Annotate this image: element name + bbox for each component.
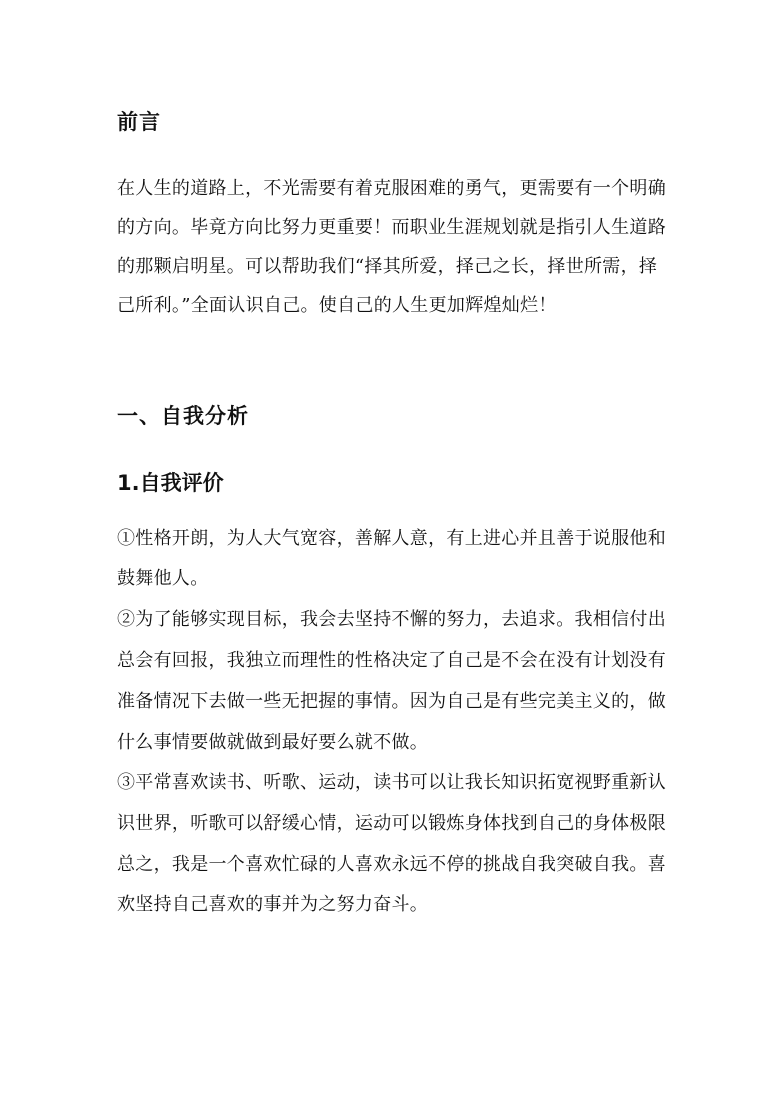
body-line: ③平常喜欢读书、听歌、运动，读书可以让我长知识拓宽视野重新认 [117, 772, 666, 793]
body-line: 准备情况下去做一些无把握的事情。因为自己是有些完美主义的，做 [117, 691, 666, 712]
subsection-title: 1.自我评价 [117, 471, 224, 495]
body-line: 总会有回报，我独立而理性的性格决定了自己是不会在没有计划没有 [117, 650, 666, 671]
preface-line: 的方向。毕竟方向比努力更重要！而职业生涯规划就是指引人生道路 [117, 217, 666, 238]
body-line: 什么事情要做就做到最好要么就不做。 [117, 732, 429, 753]
preface-line: 的那颗启明星。可以帮助我们“择其所爱，择己之长，择世所需，择 [117, 256, 658, 277]
section-title: 一、自我分析 [117, 404, 249, 428]
body-line: ①性格开朗，为人大气宽容，善解人意，有上进心并且善于说服他和 [117, 528, 666, 549]
body-line: ②为了能够实现目标，我会去坚持不懈的努力，去追求。我相信付出 [117, 609, 666, 630]
body-line: 识世界，听歌可以舒缓心情，运动可以锻炼身体找到自己的身体极限 [117, 813, 666, 834]
body-line: 鼓舞他人。 [117, 568, 209, 589]
preface-title: 前言 [117, 110, 161, 134]
body-line: 总之，我是一个喜欢忙碌的人喜欢永远不停的挑战自我突破自我。喜 [117, 854, 666, 875]
preface-line: 在人生的道路上，不光需要有着克服困难的勇气，更需要有一个明确 [117, 178, 666, 199]
preface-line: 己所利。”全面认识自己。使自己的人生更加辉煌灿烂！ [117, 295, 557, 316]
body-line: 欢坚持自己喜欢的事并为之努力奋斗。 [117, 894, 429, 915]
